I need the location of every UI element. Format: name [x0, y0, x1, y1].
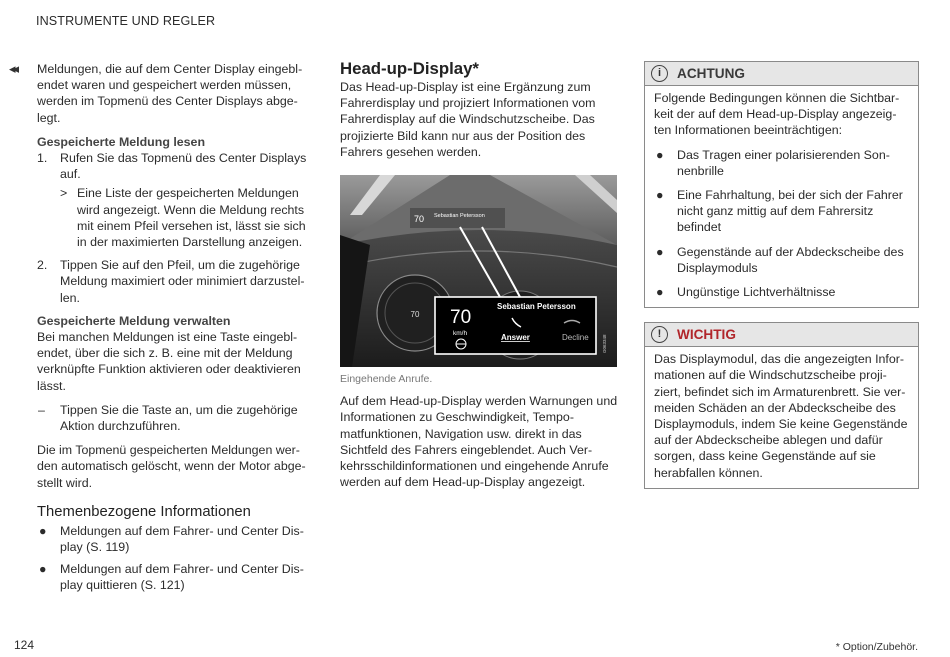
hud-unit: km/h — [453, 330, 468, 338]
result-text: Eine Liste der gespeicherten Meldungen wird angezeigt. Wenn die Meldung rechts mit einem Pfeil versehen ist, lässt sie sich in der maximierten Darstellung anzeigen. — [77, 186, 306, 250]
caution-title: ACHTUNG — [677, 66, 745, 81]
step-1 — [37, 150, 312, 182]
info-icon: i — [651, 65, 668, 82]
caution-item: ● Das Tragen einer polarisierenden Sonnenbrille — [656, 147, 890, 178]
section-heading: Head-up-Display* — [340, 59, 479, 78]
middle-column — [340, 59, 620, 490]
hud-small-caller: Sebastian Petersson — [434, 213, 485, 220]
image-code: G063348 — [602, 334, 607, 354]
dash-marker: – — [38, 402, 45, 417]
hud-intro-paragraph: Das Head-up-Display ist eine Ergänzung zum Fahrerdisplay und projiziert Informationen vom Fahrerdisplay auf die Windschutzscheibe. Das projizierte Bild kann nur aus der Position des Fahrers gesehen werden. — [340, 80, 596, 159]
gauge-readout: 70 — [410, 310, 420, 320]
caution-item: ● Ungünstige Lichtverhältnisse — [656, 285, 836, 300]
hud-scene — [340, 175, 617, 367]
figure-caption: Eingehende Anrufe. — [340, 373, 433, 386]
left-column — [37, 61, 312, 594]
caution-item: ● Gegenstände auf der Abdeckscheibe des Displaymoduls — [656, 244, 904, 275]
related-link[interactable]: Meldungen auf dem Fahrer- und Center Display quittieren (S. 121) — [60, 562, 304, 593]
manage-step-text: Tippen Sie die Taste an, um die zugehörige Aktion durchzuführen. — [60, 402, 298, 434]
important-title: WICHTIG — [677, 327, 736, 343]
hud-body-paragraph: Auf dem Head-up-Display werden Warnungen und Informationen zu Geschwindigkeit, Tempomatfunktionen, Navigation usw. direkt in das Sichtfeld des Fahrers eingeblendet. Auch Verkehrsschildinformationen und eingehende Anrufe werden auf dem Head-up-Display angezeigt. — [340, 394, 618, 490]
related-item[interactable]: ● Meldungen auf dem Fahrer- und Center Display (S. 119) — [39, 523, 304, 555]
caution-body — [645, 86, 918, 307]
hud-caller-name: Sebastian Petersson — [497, 302, 576, 312]
caution-intro: Folgende Bedingungen können die Sichtbarkeit der auf dem Head-up-Display angezeigten Informationen beeinträchtigen: — [654, 91, 900, 138]
important-header — [645, 323, 918, 347]
caution-item: ● Eine Fahrhaltung, bei der sich der Fahrer nicht ganz mittig auf dem Fahrersitz befindet — [656, 188, 903, 235]
important-box — [644, 322, 919, 489]
manage-step — [37, 402, 312, 434]
footnote: * Option/Zubehör. — [835, 641, 918, 653]
hud-answer: Answer — [501, 333, 530, 343]
read-heading: Gespeicherte Meldung lesen — [37, 134, 206, 149]
hud-illustration — [340, 175, 617, 367]
step-text: Tippen Sie auf den Pfeil, um die zugehörige Meldung maximiert oder minimiert darzustellen. — [60, 258, 305, 305]
step-2 — [37, 257, 312, 306]
result-marker: > — [60, 186, 68, 201]
step-number: 2. — [37, 258, 48, 273]
hud-small-speed: 70 — [414, 214, 425, 225]
right-column — [644, 61, 919, 489]
related-item[interactable]: ● Meldungen auf dem Fahrer- und Center Display quittieren (S. 121) — [39, 562, 304, 593]
manage-heading: Gespeicherte Meldung verwalten — [37, 313, 231, 328]
page-number: 124 — [14, 638, 35, 652]
related-link[interactable]: Meldungen auf dem Fahrer- und Center Display (S. 119) — [60, 523, 304, 555]
step-1-result — [37, 185, 312, 250]
important-body — [645, 347, 918, 488]
hud-speed: 70 — [450, 307, 472, 329]
auto-delete-paragraph: Die im Topmenü gespeicherten Meldungen werden automatisch gelöscht, wenn der Motor abgestellt wird. — [37, 443, 306, 490]
page-header-title: INSTRUMENTE UND REGLER — [36, 14, 216, 28]
step-text: Rufen Sie das Topmenü des Center Displays auf. — [60, 151, 307, 182]
caution-header — [645, 62, 918, 86]
important-text: Das Displaymodul, das die angezeigten Informationen auf die Windschutzscheibe projiziert, befindet sich im Armaturenbrett. Sie vermeiden Schäden an der Abdeckscheibe des Displaymoduls, indem Sie keine Gegenstände auf der Abdeckscheibe ablegen und dafür sorgen, dass keine Gegenstände auf sie herabfallen können. — [654, 352, 908, 480]
hud-decline: Decline — [562, 333, 589, 343]
warning-exclamation-icon: ! — [651, 326, 668, 343]
manage-paragraph: Bei manchen Meldungen ist eine Taste eingeblendet, über die sich z. B. eine mit der Meldung verknüpfte Funktion aktivieren oder deaktivieren lässt. — [37, 330, 301, 393]
related-title: Themenbezogene Informationen — [37, 503, 251, 520]
continued-marker-icon: ◂◂ — [9, 61, 17, 76]
step-number: 1. — [37, 151, 48, 166]
intro-paragraph: Meldungen, die auf dem Center Display eingeblendet waren und gespeichert werden müssen, werden im Topmenü des Center Displays abgelegt. — [37, 62, 303, 125]
caution-box — [644, 61, 919, 308]
